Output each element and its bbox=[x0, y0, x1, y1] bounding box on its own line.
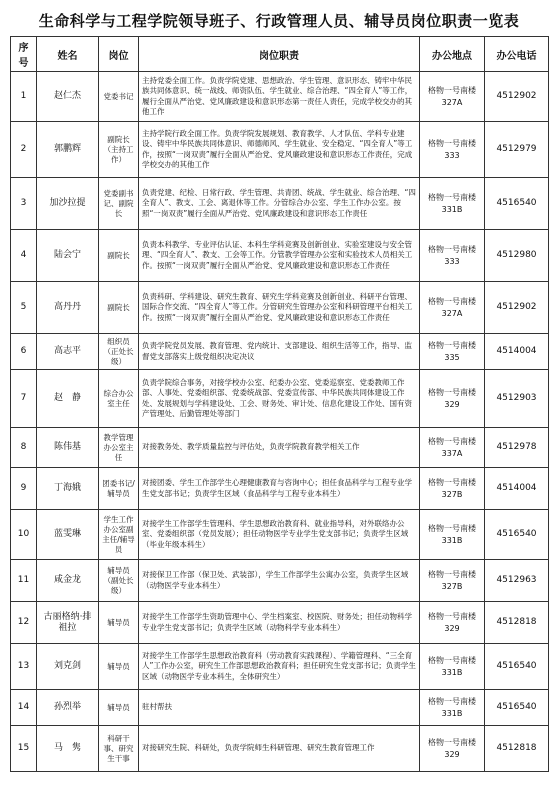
row-duties: 负责科研、学科建设、研究生教育、研究生学科竞赛及创新创业、科研平台管理、国际合作交流、“四全育人”等工作。分管研究生管理办公室和科研管理平台相关工作。按照“一岗双责”履行全面从严治党、党风廉政建设和意识形态工作责任 bbox=[139, 282, 420, 334]
row-office: 格物一号南楼327B bbox=[420, 468, 485, 510]
row-phone: 4512902 bbox=[485, 282, 549, 334]
table-row bbox=[11, 370, 549, 428]
row-index: 14 bbox=[11, 690, 37, 726]
row-position: 副院长（主持工作） bbox=[99, 122, 139, 178]
row-index: 12 bbox=[11, 602, 37, 644]
row-position: 辅导员 bbox=[99, 602, 139, 644]
row-duties: 驻村帮扶 bbox=[139, 690, 420, 726]
row-office: 格物一号南楼331B bbox=[420, 510, 485, 560]
table-row bbox=[11, 510, 549, 560]
row-name: 高丹丹 bbox=[37, 282, 99, 334]
row-position: 组织员（正处长级） bbox=[99, 334, 139, 370]
row-office: 格物一号南楼333 bbox=[420, 122, 485, 178]
row-name: 咸金龙 bbox=[37, 560, 99, 602]
row-phone: 4512980 bbox=[485, 230, 549, 282]
row-duties: 对接团委、学生工作部学生心理健康教育与咨询中心；担任食品科学与工程专业学生党支部书记；负责学生区域（食品科学与工程专业本科生） bbox=[139, 468, 420, 510]
row-phone: 4512978 bbox=[485, 428, 549, 468]
row-phone: 4512818 bbox=[485, 602, 549, 644]
row-name: 蓝雯琳 bbox=[37, 510, 99, 560]
row-office: 格物一号南楼331B bbox=[420, 644, 485, 690]
row-phone: 4514004 bbox=[485, 468, 549, 510]
row-phone: 4514004 bbox=[485, 334, 549, 370]
row-phone: 4512903 bbox=[485, 370, 549, 428]
row-name: 古丽格纳·排祖拉 bbox=[37, 602, 99, 644]
row-index: 1 bbox=[11, 72, 37, 122]
row-office: 格物一号南楼331B bbox=[420, 178, 485, 230]
table-row bbox=[11, 72, 549, 122]
row-position: 团委书记/辅导员 bbox=[99, 468, 139, 510]
row-index: 15 bbox=[11, 726, 37, 772]
table-row bbox=[11, 230, 549, 282]
row-phone: 4516540 bbox=[485, 644, 549, 690]
header-duties: 岗位职责 bbox=[139, 37, 420, 72]
row-index: 2 bbox=[11, 122, 37, 178]
row-phone: 4516540 bbox=[485, 510, 549, 560]
table-row bbox=[11, 468, 549, 510]
row-index: 5 bbox=[11, 282, 37, 334]
table-row bbox=[11, 560, 549, 602]
table-row bbox=[11, 690, 549, 726]
row-position: 副院长 bbox=[99, 282, 139, 334]
row-name: 赵仁杰 bbox=[37, 72, 99, 122]
table-row bbox=[11, 334, 549, 370]
table-row bbox=[11, 178, 549, 230]
row-office: 格物一号南楼333 bbox=[420, 230, 485, 282]
row-name: 丁海娥 bbox=[37, 468, 99, 510]
row-index: 10 bbox=[11, 510, 37, 560]
header-office: 办公地点 bbox=[420, 37, 485, 72]
row-position: 党委副书记、副院长 bbox=[99, 178, 139, 230]
row-position: 学生工作办公室副主任/辅导员 bbox=[99, 510, 139, 560]
duty-table bbox=[10, 36, 549, 772]
row-duties: 负责学院党员发展、教育管理、党内统计、支部建设、组织生活等工作，指导、监督党支部落实上级党组织决定决议 bbox=[139, 334, 420, 370]
row-office: 格物一号南楼327A bbox=[420, 72, 485, 122]
row-phone: 4516540 bbox=[485, 178, 549, 230]
row-office: 格物一号南楼329 bbox=[420, 370, 485, 428]
row-duties: 负责学院综合事务，对接学校办公室、纪委办公室、党委巡察室、党委教师工作部、人事处、党委组织部、党委统战部、党委宣传部、中华民族共同体建设工作处、发展规划与学科建设处、工会、财务处、审计处、信息化建设工作处、国有资产管理处、后勤管理处等部门 bbox=[139, 370, 420, 428]
row-name: 高志平 bbox=[37, 334, 99, 370]
row-office: 格物一号南楼331B bbox=[420, 690, 485, 726]
row-duties: 负责本科教学、专业评估认证、本科生学科竞赛及创新创业、实验室建设与安全管理、“四全育人”、教支、工会等工作。分管教学管理办公室和实验技术人员相关工作。按照“一岗双责”履行全面从严治党、党风廉政建设和意识形态工作责任 bbox=[139, 230, 420, 282]
row-duties: 对接学生工作部学生思想政治教育科（劳动教育实践课程）、学籍管理科、“三全育人”工作办公室，研究生工作部思想政治教育科；担任研究生党支部书记；负责学生区域（动物医学专业本科生，全体研究生） bbox=[139, 644, 420, 690]
row-phone: 4512979 bbox=[485, 122, 549, 178]
row-office: 格物一号南楼335 bbox=[420, 334, 485, 370]
row-office: 格物一号南楼337A bbox=[420, 428, 485, 468]
table-row bbox=[11, 282, 549, 334]
row-office: 格物一号南楼329 bbox=[420, 602, 485, 644]
row-duties: 对接教务处、教学质量监控与评估处，负责学院教育教学相关工作 bbox=[139, 428, 420, 468]
row-position: 辅导员（副处长级） bbox=[99, 560, 139, 602]
row-duties: 对接研究生院、科研处，负责学院师生科研管理、研究生教育管理工作 bbox=[139, 726, 420, 772]
row-phone: 4516540 bbox=[485, 690, 549, 726]
row-index: 4 bbox=[11, 230, 37, 282]
row-index: 6 bbox=[11, 334, 37, 370]
row-index: 9 bbox=[11, 468, 37, 510]
row-index: 7 bbox=[11, 370, 37, 428]
row-position: 党委书记 bbox=[99, 72, 139, 122]
row-office: 格物一号南楼327B bbox=[420, 560, 485, 602]
row-office: 格物一号南楼327A bbox=[420, 282, 485, 334]
row-duties: 主持党委全面工作。负责学院党建、思想政治、学生管理、意识形态、铸牢中华民族共同体意识、统一战线、师资队伍、学生就业、综合治理、“四全育人”等工作，履行全面从严治党、党风廉政建设和意识形态第一责任人责任，完成学校交办的其他工作 bbox=[139, 72, 420, 122]
row-position: 综合办公室主任 bbox=[99, 370, 139, 428]
row-position: 教学管理办公室主任 bbox=[99, 428, 139, 468]
row-index: 11 bbox=[11, 560, 37, 602]
header-phone: 办公电话 bbox=[485, 37, 549, 72]
page-title: 生命科学与工程学院领导班子、行政管理人员、辅导员岗位职责一览表 bbox=[38, 12, 520, 30]
row-duties: 对接学生工作部学生资助管理中心、学生档案室、校医院、财务处；担任动物科学专业学生党支部书记；负责学生区域（动物科学专业本科生） bbox=[139, 602, 420, 644]
row-name: 孙烈举 bbox=[37, 690, 99, 726]
row-office: 格物一号南楼329 bbox=[420, 726, 485, 772]
header-name: 姓名 bbox=[37, 37, 99, 72]
row-index: 8 bbox=[11, 428, 37, 468]
row-duties: 对接学生工作部学生管理科、学生思想政治教育科、就业指导科，对外联络办公室、党委组织部（党员发展）；担任动物医学专业学生党支部书记；负责学生区域（毕业年级本科生） bbox=[139, 510, 420, 560]
row-position: 副院长 bbox=[99, 230, 139, 282]
row-position: 辅导员 bbox=[99, 690, 139, 726]
table-row bbox=[11, 726, 549, 772]
row-name: 赵 静 bbox=[37, 370, 99, 428]
row-position: 科研干事、研究生干事 bbox=[99, 726, 139, 772]
row-position: 辅导员 bbox=[99, 644, 139, 690]
row-name: 马 隽 bbox=[37, 726, 99, 772]
row-index: 13 bbox=[11, 644, 37, 690]
table-header-row bbox=[11, 37, 549, 72]
row-name: 陈伟基 bbox=[37, 428, 99, 468]
row-name: 加沙拉提 bbox=[37, 178, 99, 230]
table-row bbox=[11, 428, 549, 468]
row-phone: 4512818 bbox=[485, 726, 549, 772]
header-position: 岗位 bbox=[99, 37, 139, 72]
row-phone: 4512902 bbox=[485, 72, 549, 122]
table-row bbox=[11, 122, 549, 178]
table-row bbox=[11, 602, 549, 644]
row-duties: 负责党建、纪检、日常行政、学生管理、共青团、统战、学生就业、综合治理、“四全育人”、教支、工会、离退休等工作。分管综合办公室、学生工作办公室。按照“一岗双责”履行全面从严治党、党风廉政建设和意识形态工作责任 bbox=[139, 178, 420, 230]
table-row bbox=[11, 644, 549, 690]
row-index: 3 bbox=[11, 178, 37, 230]
header-index: 序号 bbox=[11, 37, 37, 72]
row-name: 陆会宁 bbox=[37, 230, 99, 282]
row-name: 刘克剑 bbox=[37, 644, 99, 690]
row-phone: 4512963 bbox=[485, 560, 549, 602]
row-duties: 对接保卫工作部（保卫处、武装部），学生工作部学生公寓办公室，负责学生区域（动物医学专业本科生） bbox=[139, 560, 420, 602]
row-name: 郭鹏辉 bbox=[37, 122, 99, 178]
row-duties: 主持学院行政全面工作。负责学院发展规划、教育教学、人才队伍、学科专业建设、铸牢中华民族共同体意识、师德师风、学生就业、安全稳定、“四全育人”等工作，按照“一岗双责”履行全面从严治党、党风廉政建设和意识形态工作责任，完成学校交办的其他工作 bbox=[139, 122, 420, 178]
